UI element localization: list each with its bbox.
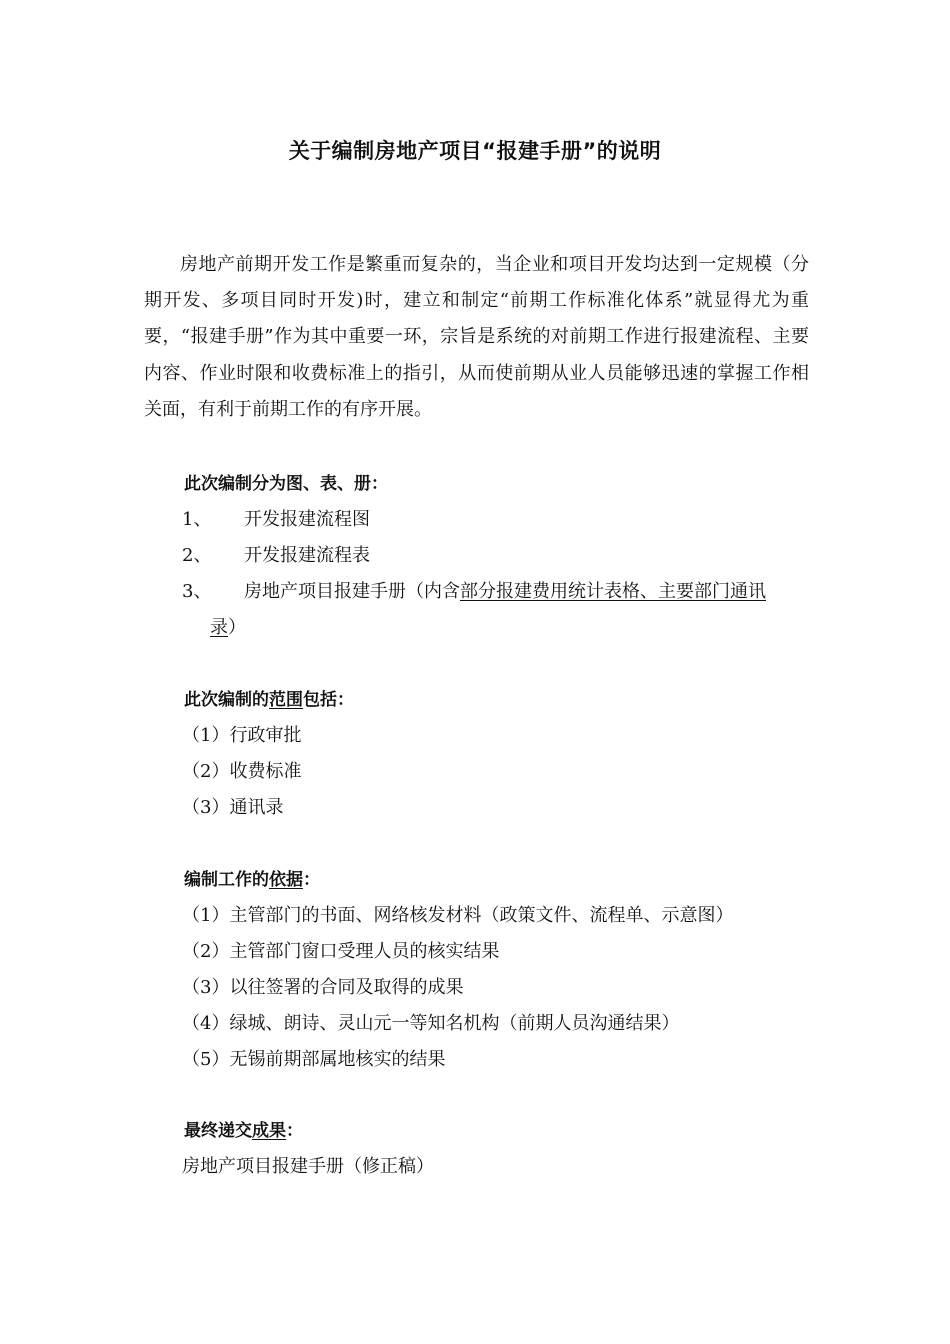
- deliverable-section: [144, 1113, 809, 1185]
- list-item: （5）无锡前期部属地核实的结果: [182, 1049, 446, 1070]
- heading-underlined-text: 依据: [269, 870, 303, 890]
- list-item: （2）主管部门窗口受理人员的核实结果: [182, 941, 500, 962]
- list-item: [144, 538, 809, 574]
- list-item: （2）收费标准: [182, 761, 302, 782]
- heading-underlined-text: 成果: [252, 1121, 286, 1141]
- list-item-underlined-text: 录: [210, 617, 228, 638]
- list-item: （3）以往签署的合同及取得的成果: [182, 977, 464, 998]
- scope-heading: [144, 682, 809, 718]
- heading-underlined-text: 范围: [269, 690, 303, 710]
- list-item-text: 开发报建流程表: [244, 545, 370, 566]
- deliverable-text: 房地产项目报建手册（修正稿）: [182, 1156, 434, 1177]
- list-item: （1）行政审批: [182, 725, 302, 746]
- heading-text: 包括：: [303, 690, 354, 710]
- list-item-text: ）: [228, 617, 246, 638]
- scope-section: [144, 682, 809, 826]
- heading-text: 编制工作的: [184, 870, 269, 890]
- list-item: （1）主管部门的书面、网络核发材料（政策文件、流程单、示意图）: [182, 905, 734, 926]
- heading-text: 最终递交: [184, 1121, 252, 1141]
- intro-paragraph: 房地产前期开发工作是繁重而复杂的，当企业和项目开发均达到一定规模（分期开发、多项目同时开发)时，建立和制定“前期工作标准化体系”就显得尤为重要，“报建手册”作为其中重要一环，宗旨是系统的对前期工作进行报建流程、主要内容、作业时限和收费标准上的指引，从而使前期从业人员能够迅速的掌握工作相关面，有利于前期工作的有序开展。: [144, 254, 809, 420]
- composition-heading: 此次编制分为图、表、册：: [184, 474, 388, 494]
- basis-section: [144, 862, 809, 1078]
- list-item-text: 开发报建流程图: [244, 509, 370, 530]
- list-item: [144, 574, 809, 610]
- list-item-text: 房地产项目报建手册（内含: [244, 581, 460, 602]
- composition-section: [144, 466, 809, 646]
- list-item-number: 3、: [182, 581, 212, 602]
- list-item: [144, 502, 809, 538]
- page-title: 关于编制房地产项目“报建手册”的说明: [288, 139, 662, 163]
- list-item-continuation: [144, 610, 809, 646]
- heading-text: ：: [286, 1121, 303, 1141]
- heading-text: 此次编制的: [184, 690, 269, 710]
- deliverable-heading: [144, 1113, 809, 1149]
- list-item-number: 1、: [182, 509, 212, 530]
- heading-text: ：: [303, 870, 320, 890]
- list-item-underlined-text: 部分报建费用统计表格、主要部门通讯: [460, 581, 766, 602]
- basis-heading: [144, 862, 809, 898]
- list-item: （3）通讯录: [182, 797, 284, 818]
- list-item-number: 2、: [182, 545, 212, 566]
- list-item: （4）绿城、朗诗、灵山元一等知名机构（前期人员沟通结果）: [182, 1013, 680, 1034]
